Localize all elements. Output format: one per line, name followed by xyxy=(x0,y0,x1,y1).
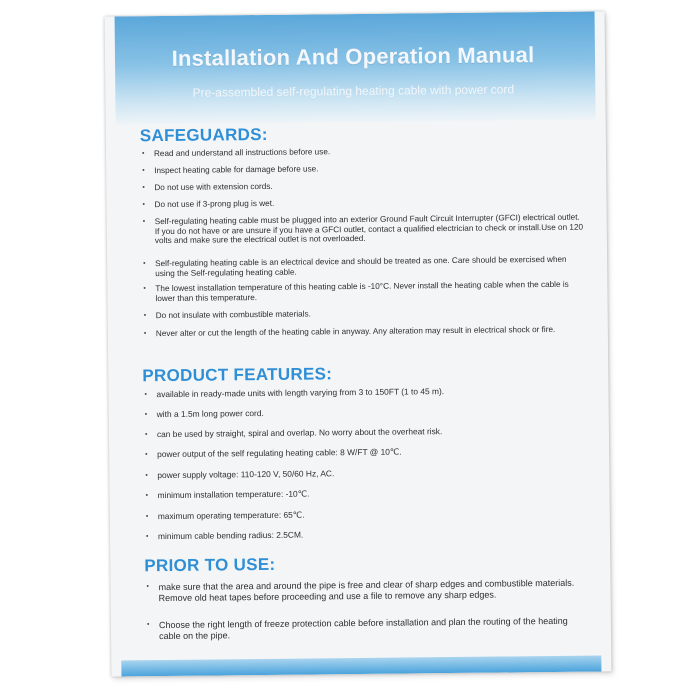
bullet-icon: • xyxy=(141,150,145,158)
bullet-icon: • xyxy=(142,201,146,209)
bullet-icon: • xyxy=(142,167,145,175)
list-item: • power supply voltage: 110-120 V, 50/60 Hz, AC. xyxy=(145,468,335,481)
bullet-icon: • xyxy=(144,431,148,439)
list-item: • The lowest installation temperature of this heating cable is -10°C. Never install the heating cable when the cable is lower than this temperature. xyxy=(143,279,569,303)
prior-to-use-heading: PRIOR TO USE: xyxy=(144,554,276,576)
bullet-icon: • xyxy=(145,451,148,459)
bullet-icon: • xyxy=(143,285,146,293)
list-item: • minimum installation temperature: -10℃. xyxy=(145,488,310,501)
bullet-icon: • xyxy=(143,312,147,320)
bullet-icon: • xyxy=(143,330,147,338)
list-item: • Self-regulating heating cable is an electrical device and should be treated as one. Care should be exercised when using the Self-regulating heating cable. xyxy=(143,254,567,278)
list-item: • Never alter or cut the length of the heating cable in anyway. Any alteration may result in electrical shock or fire. xyxy=(143,324,556,339)
manual-title: Installation And Operation Manual xyxy=(171,42,535,71)
bullet-icon: • xyxy=(142,218,146,226)
manual-sheet xyxy=(105,11,612,676)
bullet-icon: • xyxy=(143,260,146,268)
list-item: • Do not insulate with combustible materials. xyxy=(143,309,311,321)
list-item: • Read and understand all instructions before use. xyxy=(141,147,331,159)
list-item: • available in ready-made units with length varying from 3 to 150FT (1 to 45 m). xyxy=(144,386,445,400)
list-item: • minimum cable bending radius: 2.5CM. xyxy=(145,529,304,542)
bullet-icon: • xyxy=(146,621,150,629)
product-features-heading: PRODUCT FEATURES: xyxy=(142,364,333,386)
manual-subtitle: Pre-assembled self-regulating heating cable with power cord xyxy=(192,82,515,100)
bullet-icon: • xyxy=(145,513,149,521)
list-item: • Inspect heating cable for damage before use. xyxy=(142,164,319,176)
bullet-icon: • xyxy=(145,492,149,500)
bullet-icon: • xyxy=(144,411,148,419)
bullet-icon: • xyxy=(145,533,149,541)
list-item: • with a 1.5m long power cord. xyxy=(144,407,264,420)
list-item: • Self-regulating heating cable must be plugged into an exterior Ground Fault Circuit Interrupter (GFCI) electrical outlet. If you do not have or are unsure if you have a GFCI outlet, contact a qualified electrician to check or install.Use on 120 volts and make sure the electrical outlet is not overloaded. xyxy=(142,212,584,246)
list-item: • Do not use if 3-prong plug is wet. xyxy=(142,198,275,210)
safeguards-heading: SAFEGUARDS: xyxy=(139,124,268,146)
list-item: • power output of the self regulating heating cable: 8 W/FT @ 10℃. xyxy=(145,446,402,460)
bullet-icon: • xyxy=(142,184,145,192)
list-item: • Choose the right length of freeze protection cable before installation and plan the routing of the heating cable on the pipe. xyxy=(146,615,568,641)
bullet-icon: • xyxy=(144,391,148,399)
list-item: • maximum operating temperature: 65℃. xyxy=(145,509,305,522)
footer-bar xyxy=(121,655,601,676)
list-item: • Do not use with extension cords. xyxy=(142,181,273,193)
bullet-icon: • xyxy=(146,583,150,591)
list-item: • make sure that the area and around the pipe is free and clear of sharp edges and combustible materials. Remove old heat tapes before proceeding and use a file to remove any sharp edges. xyxy=(146,577,575,603)
list-item: • can be used by straight, spiral and overlap. No worry about the overheat risk. xyxy=(144,426,443,440)
bullet-icon: • xyxy=(145,472,148,480)
